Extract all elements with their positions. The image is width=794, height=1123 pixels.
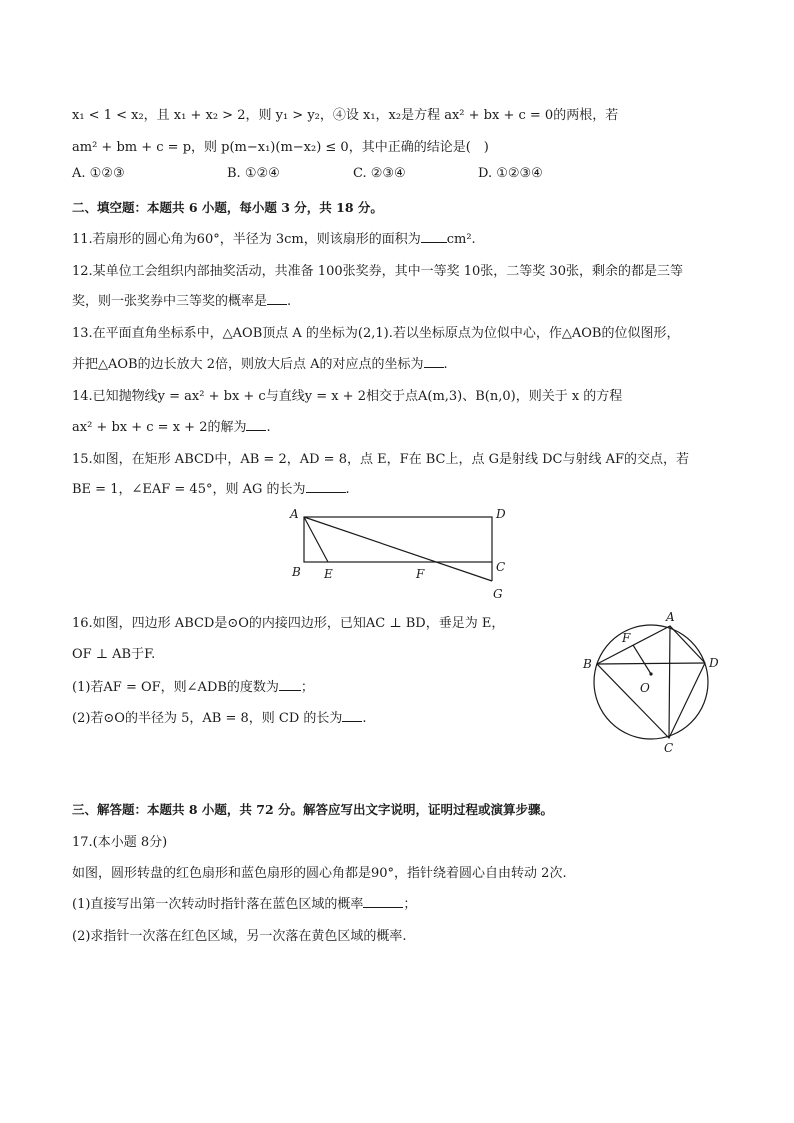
q10-line2: am² + bm + c = p，则 p(m−x₁)(m−x₂) ≤ 0，其中正确的结论是( ) [72,140,489,155]
answer-blank[interactable] [421,242,447,243]
label-c: C [496,560,506,574]
q14-line1: 14.已知抛物线y = ax² + bx + c与直线y = x + 2相交于点A(m,3)、B(n,0)，则关于 x 的方程 [72,389,623,404]
q16-part2: (2)若⊙O的半径为 5，AB = 8，则 CD 的长为 [72,711,343,726]
answer-blank[interactable] [267,304,287,305]
label-o: O [640,681,650,695]
q16-line2: OF ⊥ AB于F. [72,647,156,662]
q13-line1: 13.在平面直角坐标系中，△AOB顶点 A 的坐标为(2,1).若以坐标原点为位似中心，作△AOB的位似图形， [72,326,680,341]
q17-part2: (2)求指针一次落在红色区域，另一次落在黄色区域的概率. [72,929,407,944]
rectangle-abcd [304,517,492,562]
q13-line2: 并把△AOB的边长放大 2倍，则放大后点 A的对应点的坐标为 [72,357,424,372]
label-f: F [416,567,425,581]
label-f: F [622,631,631,645]
question-16-part2 [72,707,367,726]
answer-blank[interactable] [342,721,362,722]
circle-figure [576,606,726,756]
q15-line1: 15.如图，在矩形 ABCD中，AB = 2，AD = 8，点 E，F在 BC上，点 G是射线 DC与射线 AF的交点，若 [72,452,690,467]
question-17-part1 [72,893,416,912]
label-a: A [666,610,675,624]
label-c: C [664,741,674,755]
question-13-line2 [72,353,448,372]
label-e: E [324,567,333,581]
section-heading-solutions: 三、解答题：本题共 8 小题，共 72 分。解答应写出文字说明，证明过程或演算步骤。 [72,802,554,817]
answer-blank[interactable] [246,430,266,431]
q11-text: 11.若扇形的圆心角为60°，半径为 3cm，则该扇形的面积为 [72,232,421,247]
q17-line1: 如图，圆形转盘的红色扇形和蓝色扇形的圆心角都是90°，指针绕着圆心自由转动 2次. [72,866,567,881]
q12-line2: 奖，则一张奖券中三等奖的概率是 [72,294,268,309]
answer-blank[interactable] [279,690,301,691]
q10-option-b: B. ①②④ [227,166,280,181]
question-11 [72,228,476,247]
rectangle-figure [284,502,514,602]
q10-option-c: C. ②③④ [353,166,406,181]
answer-blank[interactable] [306,492,346,493]
q10-option-a: A. ①②③ [72,166,125,181]
label-b: B [292,565,301,579]
diagonal-bd [597,663,705,664]
q10-line1: x₁ < 1 < x₂，且 x₁ + x₂ > 2，则 y₁ > y₂，④设 x₁，x₂是方程 ax² + bx + c = 0的两根，若 [72,108,619,123]
question-12-line2 [72,290,291,309]
question-15-line2 [72,478,350,497]
label-d: D [496,507,506,521]
section-heading-fill-in: 二、填空题：本题共 6 小题，每小题 3 分，共 18 分。 [72,200,383,215]
label-d: D [709,656,719,670]
answer-blank[interactable] [363,907,403,908]
q14-end: . [266,420,271,435]
circle-o [594,625,708,739]
answer-blank[interactable] [424,367,444,368]
label-b: B [583,657,592,671]
question-14-line2 [72,416,271,435]
label-g: G [493,587,503,601]
question-16-part1 [72,676,314,695]
quadrilateral-abcd [597,626,705,738]
q17-part1-end: ； [403,897,417,912]
q15-end: . [345,482,350,497]
diagonal-ac [669,626,670,738]
q16-line1: 16.如图，四边形 ABCD是⊙O的内接四边形，已知AC ⊥ BD，垂足为 E， [72,616,505,631]
q12-line1: 12.某单位工会组织内部抽奖活动，共准备 100张奖券，其中一等奖 10张，二等奖 30张，剩余的都是三等 [72,264,683,279]
q10-option-d: D. ①②③④ [478,166,543,181]
q17-header: 17.(本小题 8分) [72,835,168,850]
label-a: A [290,507,299,521]
q16-part1-end: ； [300,680,314,695]
segment-of [633,645,651,674]
q13-end: . [443,357,448,372]
q15-line2: BE = 1，∠EAF = 45°，则 AG 的长为 [72,482,306,497]
q11-unit: cm². [446,232,476,247]
q17-part1: (1)直接写出第一次转动时指针落在蓝色区域的概率 [72,897,364,912]
q12-end: . [287,294,292,309]
q16-part1: (1)若AF = OF，则∠ADB的度数为 [72,680,279,695]
q16-end: . [362,711,367,726]
center-point [649,672,652,675]
q14-line2: ax² + bx + c = x + 2的解为 [72,420,247,435]
